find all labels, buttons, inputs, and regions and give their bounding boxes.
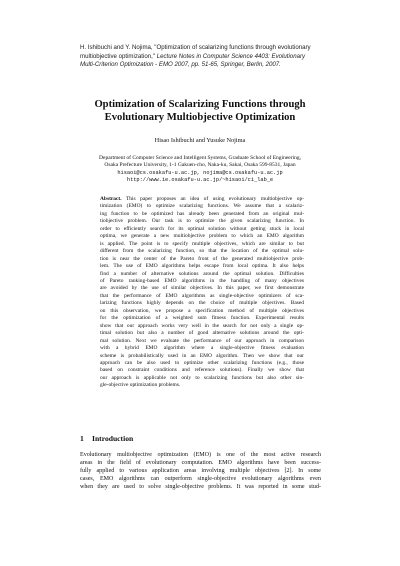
abstract-line: different from the scalarizing function, so that the location of the optimal solu- (100, 248, 304, 255)
abstract-line: timization (EMO) to optimize scalarizing functions. We assume that a scalariz- (100, 203, 304, 210)
abstract-line: our approach is applicable not only to scalarizing functions but also other sin- (100, 374, 304, 381)
affiliation-line-1: Department of Computer Science and Intelligent Systems, Graduate School of Engineering, (99, 155, 301, 161)
citation-line-3: Multi-Criterion Optimization - EMO 2007, pp. 51-65, Springer, Berlin, 2007. (80, 61, 281, 69)
abstract-line: mal solution. Next we evaluate the performance of our approach in comparison (100, 337, 304, 344)
affiliation-line-2: Osaka Prefecture University, 1-1 Gakuen-cho, Naka-ku, Sakai, Osaka 599-8531, Japan (104, 162, 296, 169)
abstract-line: is applied. The point is to specify multiple objectives, which are similar to but (100, 240, 304, 247)
author-emails: hisaoi@cs.osakafu-u.ac.jp, nojima@cs.osakafu-u.ac.jp (117, 169, 283, 176)
paper-title (60, 98, 340, 125)
abstract-line: ing function to be optimized has already been generated from an original mul- (100, 210, 304, 217)
citation-line-2: multiobjective optimization," (80, 52, 157, 60)
abstract-line: find a number of alternative solutions around the optimal solution. Difficulties (100, 270, 304, 277)
section-number: 1 (80, 434, 84, 443)
abstract (100, 196, 304, 390)
abstract-line: based on constraint conditions and reference solutions). Finally we show that (100, 367, 304, 374)
paper-authors: Hisao Ishibuchi and Yusuke Nojima (154, 137, 246, 144)
abstract-line: are avoided by the use of similar objectives. In this paper, we first demonstrate (100, 285, 304, 292)
citation-line-1: H. Ishibuchi and Y. Nojima, "Optimization of scalarizing functions through evolutionary (80, 44, 311, 51)
abstract-line: approach can be also used to optimize other scalarizing functions (e.g., those (100, 359, 304, 366)
section-heading (80, 434, 133, 443)
body-line: areas in the field of evolutionary computation. EMO algorithms have been success- (80, 460, 321, 467)
abstract-line: scheme is probabilistically used in an EMO algorithm. Then we show that our (100, 352, 304, 359)
author-affiliation (60, 155, 340, 185)
citation-venue: Lecture Notes in Computer Science 4403: Evolutionary (156, 52, 306, 60)
citation-header (80, 44, 330, 70)
abstract-line: tiobjective problem. Our task is to optimize the given scalarizing function. In (100, 218, 304, 225)
abstract-line: larizing functions highly depends on the choice of multiple objectives. Based (100, 300, 304, 307)
abstract-line: optima, we generate a new multiobjective problem to which an EMO algorithm (100, 233, 304, 240)
body-line: fully applied to various application areas involving multiple objectives [2]. In some (80, 468, 321, 475)
abstract-line: order to efficiently search for its optimal solution without getting stuck in local (100, 225, 304, 232)
abstract-line: tion is near the center of the Pareto front of the generated multiobjective prob- (100, 255, 304, 262)
abstract-line: of Pareto ranking-based EMO algorithms in the handling of many objectives (100, 277, 304, 284)
abstract-line: timal solution but also a number of good alternative solutions around the opti- (100, 330, 304, 337)
section-title: Introduction (92, 434, 134, 443)
abstract-line: that the performance of EMO algorithms as single-objective optimizers of sca- (100, 292, 304, 299)
abstract-line: for the optimization of a weighted sum fitness function. Experimental results (100, 315, 304, 322)
introduction-text (80, 451, 321, 491)
abstract-heading: Abstract. (100, 196, 122, 202)
author-url: http://www.ie.osakafu-u.ac.jp/~hisaoi/ci_lab_e (126, 177, 274, 184)
title-line-2: Evolutionary Multiobjective Optimization (104, 112, 296, 124)
title-line-1: Optimization of Scalarizing Functions through (94, 99, 306, 110)
body-line: Evolutionary multiobjective optimization (EMO) is one of the most active research (80, 452, 321, 458)
abstract-line: on this observation, we propose a specification method of multiple objectives (100, 307, 304, 314)
abstract-line: show that our approach works very well in the search for not only a single op- (100, 322, 304, 329)
body-line: cases, EMO algorithms can outperform single-objective evolutionary algorithms even (80, 476, 321, 483)
body-line: when they are used to solve single-objective problems. It was reported in some stud- (80, 484, 321, 491)
abstract-line: gle-objective optimization problems. (100, 382, 181, 389)
abstract-line: lem. The use of EMO algorithms helps escape from local optima. It also helps (100, 263, 304, 270)
abstract-line: with a hybrid EMO algorithm where a single-objective fitness evaluation (100, 345, 304, 352)
abstract-line: Abstract. This paper proposes an idea of using evolutionary multiobjective op- (100, 196, 304, 202)
